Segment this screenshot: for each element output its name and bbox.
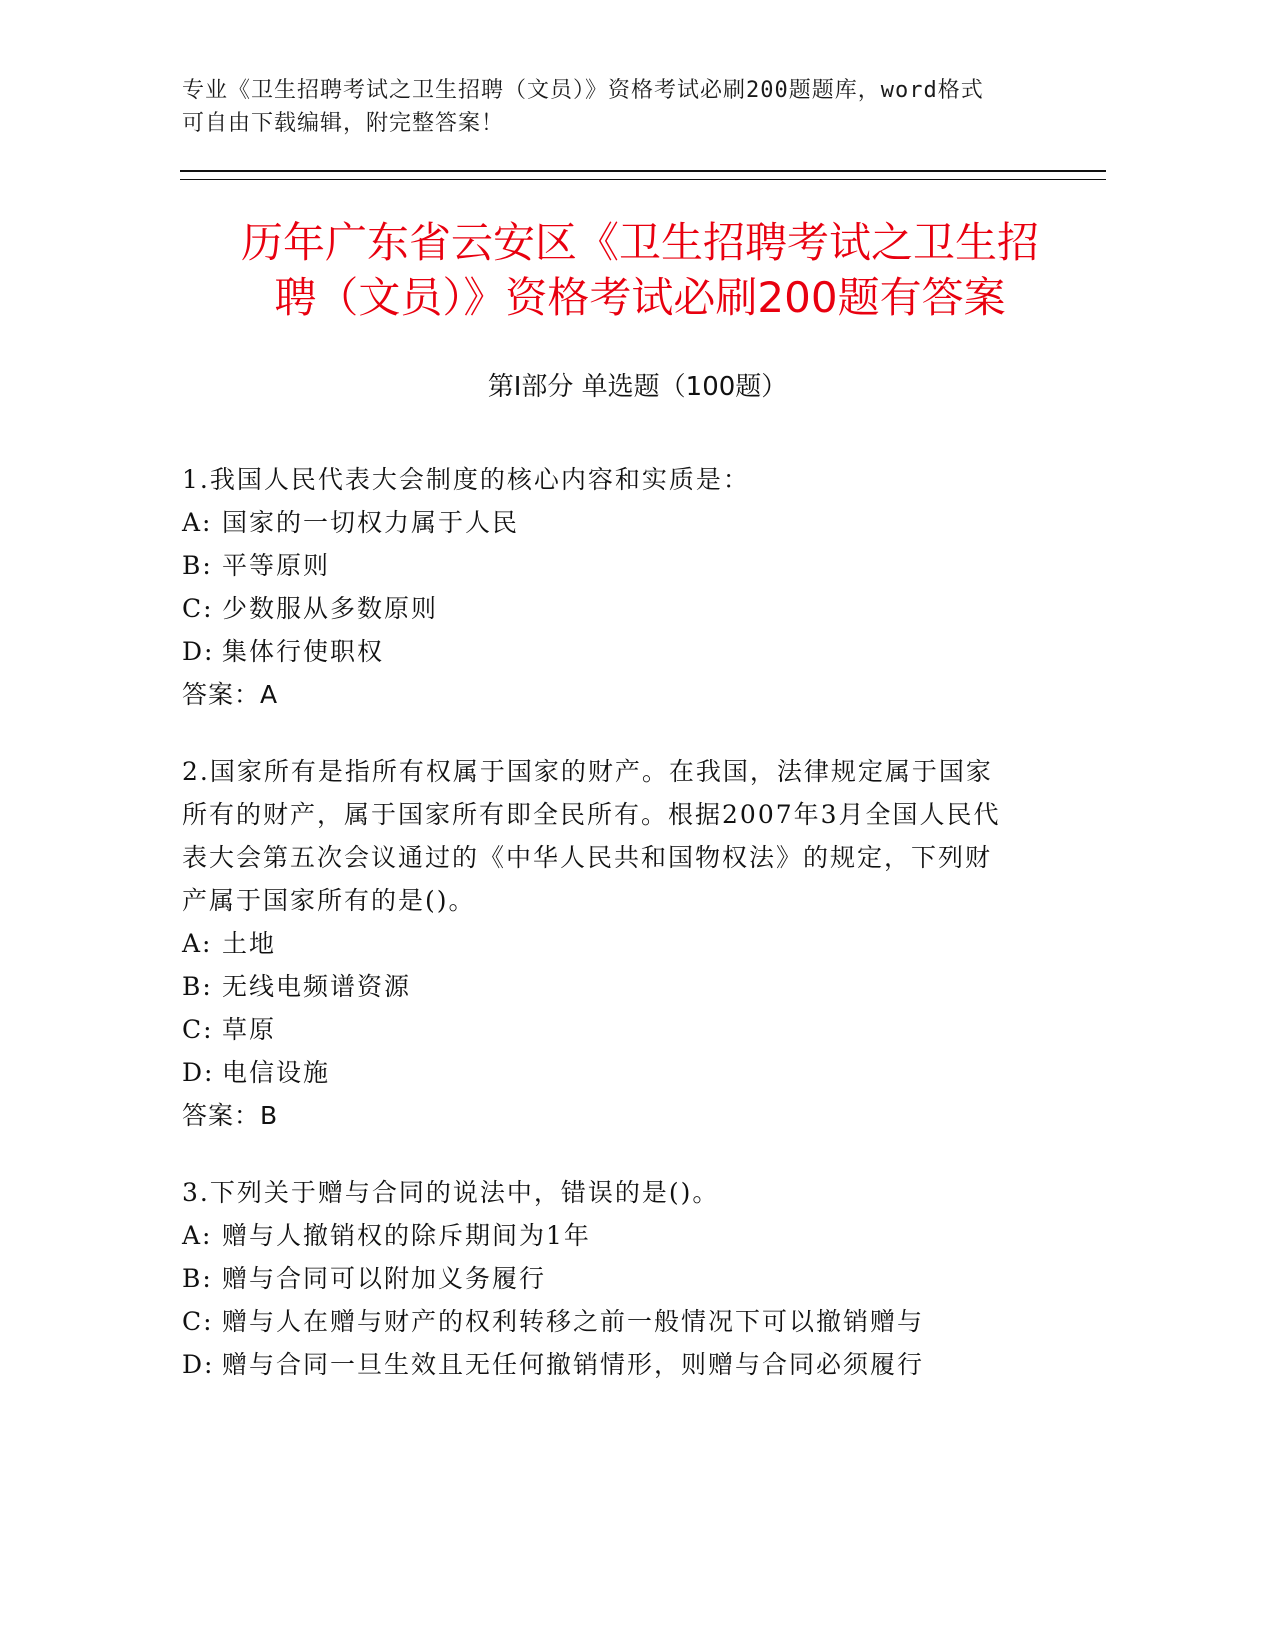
option-letter: A:: [182, 1221, 213, 1250]
option-c: [182, 1300, 1052, 1343]
option-a: [182, 1214, 1052, 1257]
header-note-line-2: 可自由下载编辑，附完整答案！: [182, 111, 505, 136]
option-letter: D:: [182, 637, 215, 666]
option-c: [182, 1008, 1052, 1051]
answer: 答案：B: [182, 1101, 279, 1130]
option-b: [182, 544, 1052, 587]
option-text: 土地: [222, 929, 277, 958]
document-title: [150, 215, 1130, 325]
question-stem: [182, 750, 1052, 922]
option-text: 平等原则: [222, 551, 331, 580]
question-3: [182, 1171, 1052, 1386]
document-title-line-2: 聘（文员）》资格考试必刷200题有答案: [274, 273, 1006, 322]
option-b: [182, 965, 1052, 1008]
option-a: [182, 501, 1052, 544]
option-text: 赠与合同一旦生效且无任何撤销情形，则赠与合同必须履行: [222, 1350, 925, 1379]
option-text: 赠与人撤销权的除斥期间为1年: [222, 1221, 591, 1250]
option-c: [182, 587, 1052, 630]
option-letter: D:: [182, 1350, 215, 1379]
header-note: [182, 74, 1062, 140]
option-d: [182, 1051, 1052, 1094]
option-letter: A:: [182, 508, 213, 537]
option-text: 国家的一切权力属于人民: [222, 508, 520, 537]
document-title-line-1: 历年广东省云安区《卫生招聘考试之卫生招: [240, 218, 1039, 267]
option-letter: A:: [182, 929, 213, 958]
option-text: 草原: [222, 1015, 277, 1044]
option-text: 无线电频谱资源: [222, 972, 412, 1001]
option-d: [182, 630, 1052, 673]
option-text: 少数服从多数原则: [222, 594, 439, 623]
option-letter: B:: [182, 972, 213, 1001]
header-rule-thick: [180, 170, 1106, 172]
option-text: 集体行使职权: [222, 637, 385, 666]
question-stem-line: 产属于国家所有的是()。: [182, 886, 476, 915]
question-stem: [182, 1171, 1052, 1214]
option-letter: D:: [182, 1058, 215, 1087]
question-stem-line: 3.下列关于赠与合同的说法中，错误的是()。: [182, 1178, 720, 1207]
option-letter: B:: [182, 551, 213, 580]
question-stem-line: 所有的财产，属于国家所有即全民所有。根据2007年3月全国人民代: [182, 800, 1001, 829]
question-stem-line: 1.我国人民代表大会制度的核心内容和实质是：: [182, 465, 750, 494]
question-1: [182, 458, 1052, 716]
option-text: 电信设施: [222, 1058, 331, 1087]
question-list: [182, 458, 1052, 1420]
option-text: 赠与合同可以附加义务履行: [222, 1264, 547, 1293]
option-letter: C:: [182, 1307, 214, 1336]
section-heading: 第Ⅰ部分 单选题（100题）: [487, 372, 788, 402]
option-letter: B:: [182, 1264, 213, 1293]
question-stem-line: 表大会第五次会议通过的《中华人民共和国物权法》的规定，下列财: [182, 843, 993, 872]
question-stem: [182, 458, 1052, 501]
answer: 答案：A: [182, 680, 279, 709]
option-letter: C:: [182, 594, 214, 623]
question-2: [182, 750, 1052, 1137]
option-a: [182, 922, 1052, 965]
option-d: [182, 1343, 1052, 1386]
header-note-line-1: 专业《卫生招聘考试之卫生招聘（文员）》资格考试必刷200题题库，word格式: [182, 78, 984, 103]
option-b: [182, 1257, 1052, 1300]
option-letter: C:: [182, 1015, 214, 1044]
header-rule-thin: [180, 179, 1106, 180]
question-stem-line: 2.国家所有是指所有权属于国家的财产。在我国，法律规定属于国家: [182, 757, 993, 786]
option-text: 赠与人在赠与财产的权利转移之前一般情况下可以撤销赠与: [222, 1307, 925, 1336]
